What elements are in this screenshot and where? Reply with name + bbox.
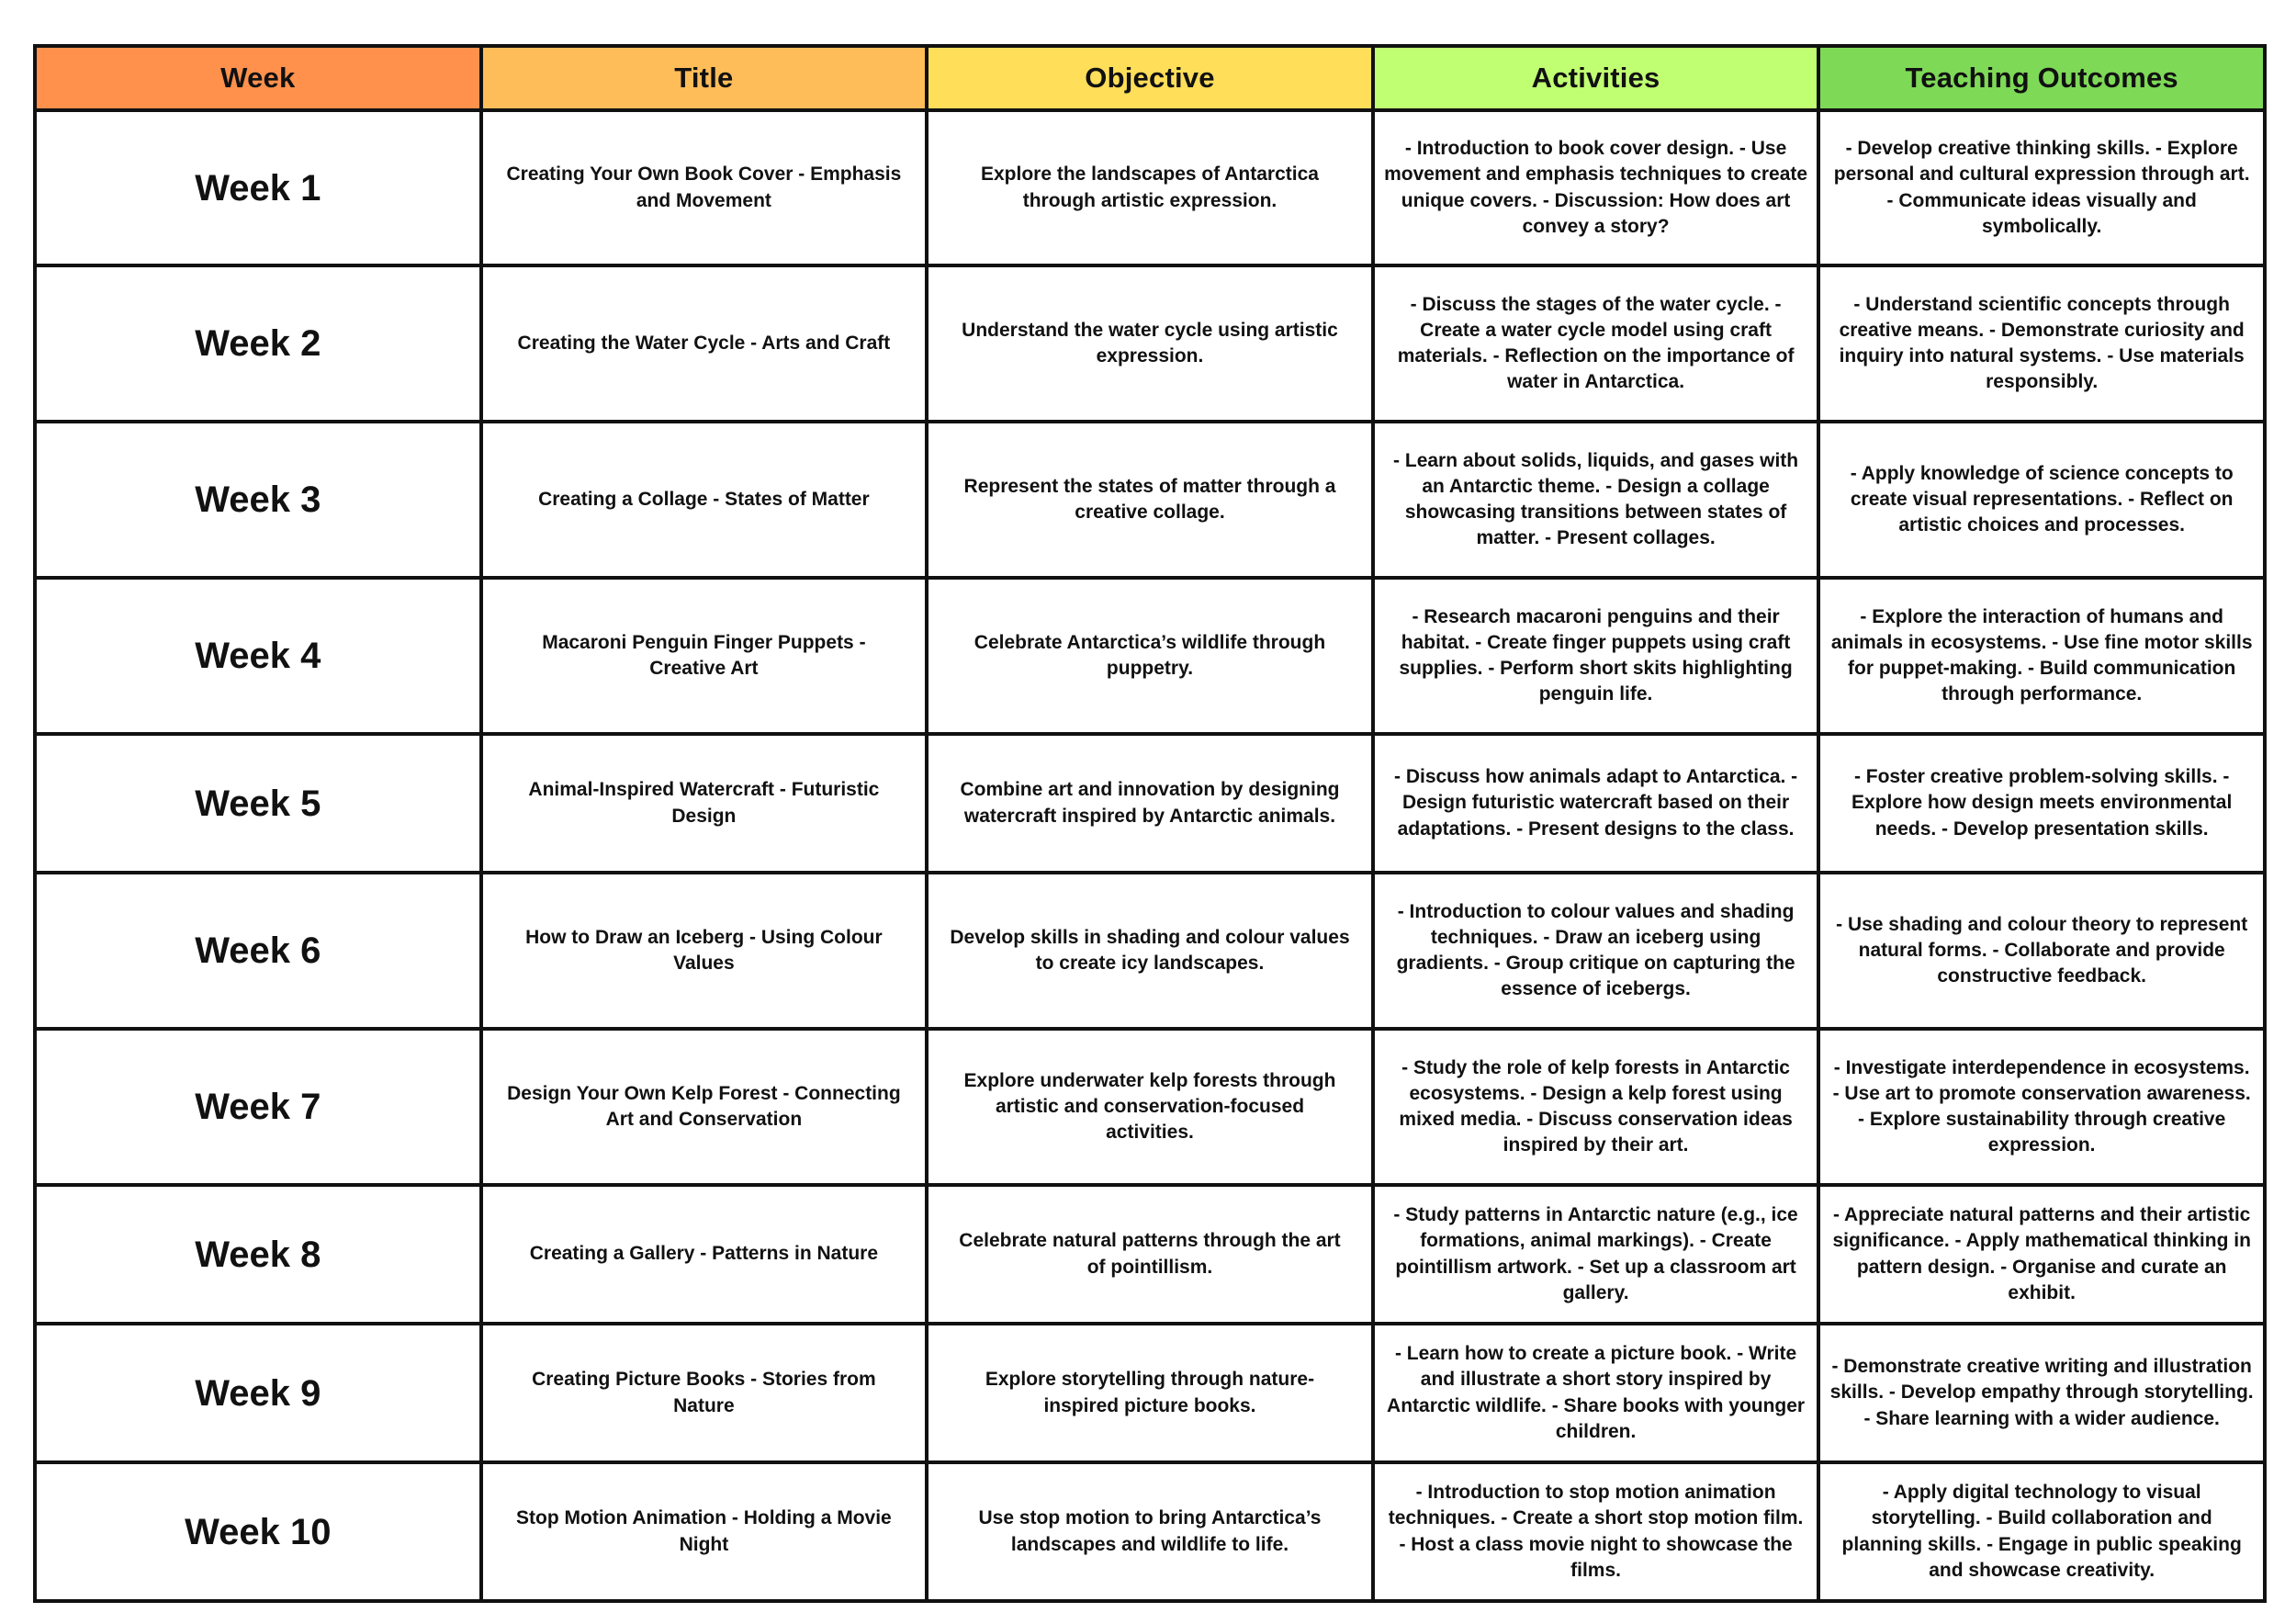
table-row xyxy=(35,265,2265,422)
table-body xyxy=(35,110,2265,1601)
title-cell: Macaroni Penguin Finger Puppets - Creative Art xyxy=(481,578,928,734)
table-row xyxy=(35,1185,2265,1324)
outcomes-cell: - Investigate interdependence in ecosystems. - Use art to promote conservation awareness. - Explore sustainability through creative expression. xyxy=(1818,1029,2265,1185)
activities-cell: - Introduction to book cover design. - Use movement and emphasis techniques to create unique covers. - Discussion: How does art convey a story? xyxy=(1373,110,1819,265)
table-row xyxy=(35,734,2265,873)
table-row xyxy=(35,1324,2265,1462)
title-cell: Creating Picture Books - Stories from Nature xyxy=(481,1324,928,1462)
week-cell: Week 1 xyxy=(35,110,481,265)
table-row xyxy=(35,1029,2265,1185)
table-row xyxy=(35,422,2265,578)
week-cell: Week 5 xyxy=(35,734,481,873)
title-cell: Stop Motion Animation - Holding a Movie Night xyxy=(481,1462,928,1601)
outcomes-cell: - Develop creative thinking skills. - Explore personal and cultural expression through art. - Communicate ideas visually and symbolically. xyxy=(1818,110,2265,265)
table-row xyxy=(35,1462,2265,1601)
activities-cell: - Discuss the stages of the water cycle. - Create a water cycle model using craft materials. - Reflection on the importance of water in Antarctica. xyxy=(1373,265,1819,422)
activities-cell: - Study the role of kelp forests in Antarctic ecosystems. - Design a kelp forest using mixed media. - Discuss conservation ideas inspired by their art. xyxy=(1373,1029,1819,1185)
activities-cell: - Introduction to stop motion animation techniques. - Create a short stop motion film. - Host a class movie night to showcase the films. xyxy=(1373,1462,1819,1601)
activities-cell: - Study patterns in Antarctic nature (e.g., ice formations, animal markings). - Create pointillism artwork. - Set up a classroom art gallery. xyxy=(1373,1185,1819,1324)
week-cell: Week 4 xyxy=(35,578,481,734)
objective-cell: Explore storytelling through nature-inspired picture books. xyxy=(927,1324,1373,1462)
objective-cell: Celebrate Antarctica’s wildlife through puppetry. xyxy=(927,578,1373,734)
objective-cell: Develop skills in shading and colour values to create icy landscapes. xyxy=(927,873,1373,1029)
week-cell: Week 10 xyxy=(35,1462,481,1601)
objective-cell: Explore underwater kelp forests through artistic and conservation-focused activities. xyxy=(927,1029,1373,1185)
activities-cell: - Discuss how animals adapt to Antarctica. - Design futuristic watercraft based on their adaptations. - Present designs to the class. xyxy=(1373,734,1819,873)
objective-cell: Combine art and innovation by designing watercraft inspired by Antarctic animals. xyxy=(927,734,1373,873)
header-teaching-outcomes: Teaching Outcomes xyxy=(1818,46,2265,110)
header-week: Week xyxy=(35,46,481,110)
table-row xyxy=(35,578,2265,734)
objective-cell: Represent the states of matter through a creative collage. xyxy=(927,422,1373,578)
activities-cell: - Learn how to create a picture book. - Write and illustrate a short story inspired by Antarctic wildlife. - Share books with younger children. xyxy=(1373,1324,1819,1462)
title-cell: Animal-Inspired Watercraft - Futuristic Design xyxy=(481,734,928,873)
week-cell: Week 8 xyxy=(35,1185,481,1324)
week-cell: Week 2 xyxy=(35,265,481,422)
outcomes-cell: - Apply digital technology to visual storytelling. - Build collaboration and planning skills. - Engage in public speaking and showcase creativity. xyxy=(1818,1462,2265,1601)
activities-cell: - Introduction to colour values and shading techniques. - Draw an iceberg using gradients. - Group critique on capturing the essence of icebergs. xyxy=(1373,873,1819,1029)
title-cell: Creating Your Own Book Cover - Emphasis and Movement xyxy=(481,110,928,265)
outcomes-cell: - Understand scientific concepts through creative means. - Demonstrate curiosity and inquiry into natural systems. - Use materials responsibly. xyxy=(1818,265,2265,422)
week-cell: Week 3 xyxy=(35,422,481,578)
outcomes-cell: - Foster creative problem-solving skills. - Explore how design meets environmental needs. - Develop presentation skills. xyxy=(1818,734,2265,873)
title-cell: Creating a Gallery - Patterns in Nature xyxy=(481,1185,928,1324)
lesson-plan-table xyxy=(33,44,2267,1603)
outcomes-cell: - Use shading and colour theory to represent natural forms. - Collaborate and provide constructive feedback. xyxy=(1818,873,2265,1029)
header-title: Title xyxy=(481,46,928,110)
outcomes-cell: - Explore the interaction of humans and animals in ecosystems. - Use fine motor skills for puppet-making. - Build communication through performance. xyxy=(1818,578,2265,734)
outcomes-cell: - Apply knowledge of science concepts to create visual representations. - Reflect on artistic choices and processes. xyxy=(1818,422,2265,578)
header-objective: Objective xyxy=(927,46,1373,110)
table-header xyxy=(35,46,2265,110)
week-cell: Week 6 xyxy=(35,873,481,1029)
header-activities: Activities xyxy=(1373,46,1819,110)
outcomes-cell: - Demonstrate creative writing and illustration skills. - Develop empathy through storytelling. - Share learning with a wider audience. xyxy=(1818,1324,2265,1462)
activities-cell: - Learn about solids, liquids, and gases with an Antarctic theme. - Design a collage showcasing transitions between states of matter. - Present collages. xyxy=(1373,422,1819,578)
week-cell: Week 7 xyxy=(35,1029,481,1185)
objective-cell: Understand the water cycle using artistic expression. xyxy=(927,265,1373,422)
table-row xyxy=(35,110,2265,265)
title-cell: Creating the Water Cycle - Arts and Craft xyxy=(481,265,928,422)
activities-cell: - Research macaroni penguins and their habitat. - Create finger puppets using craft supplies. - Perform short skits highlighting penguin life. xyxy=(1373,578,1819,734)
objective-cell: Celebrate natural patterns through the art of pointillism. xyxy=(927,1185,1373,1324)
title-cell: How to Draw an Iceberg - Using Colour Values xyxy=(481,873,928,1029)
title-cell: Design Your Own Kelp Forest - Connecting Art and Conservation xyxy=(481,1029,928,1185)
header-row xyxy=(35,46,2265,110)
outcomes-cell: - Appreciate natural patterns and their artistic significance. - Apply mathematical thinking in pattern design. - Organise and curate an exhibit. xyxy=(1818,1185,2265,1324)
title-cell: Creating a Collage - States of Matter xyxy=(481,422,928,578)
week-cell: Week 9 xyxy=(35,1324,481,1462)
objective-cell: Use stop motion to bring Antarctica’s landscapes and wildlife to life. xyxy=(927,1462,1373,1601)
table-row xyxy=(35,873,2265,1029)
objective-cell: Explore the landscapes of Antarctica through artistic expression. xyxy=(927,110,1373,265)
